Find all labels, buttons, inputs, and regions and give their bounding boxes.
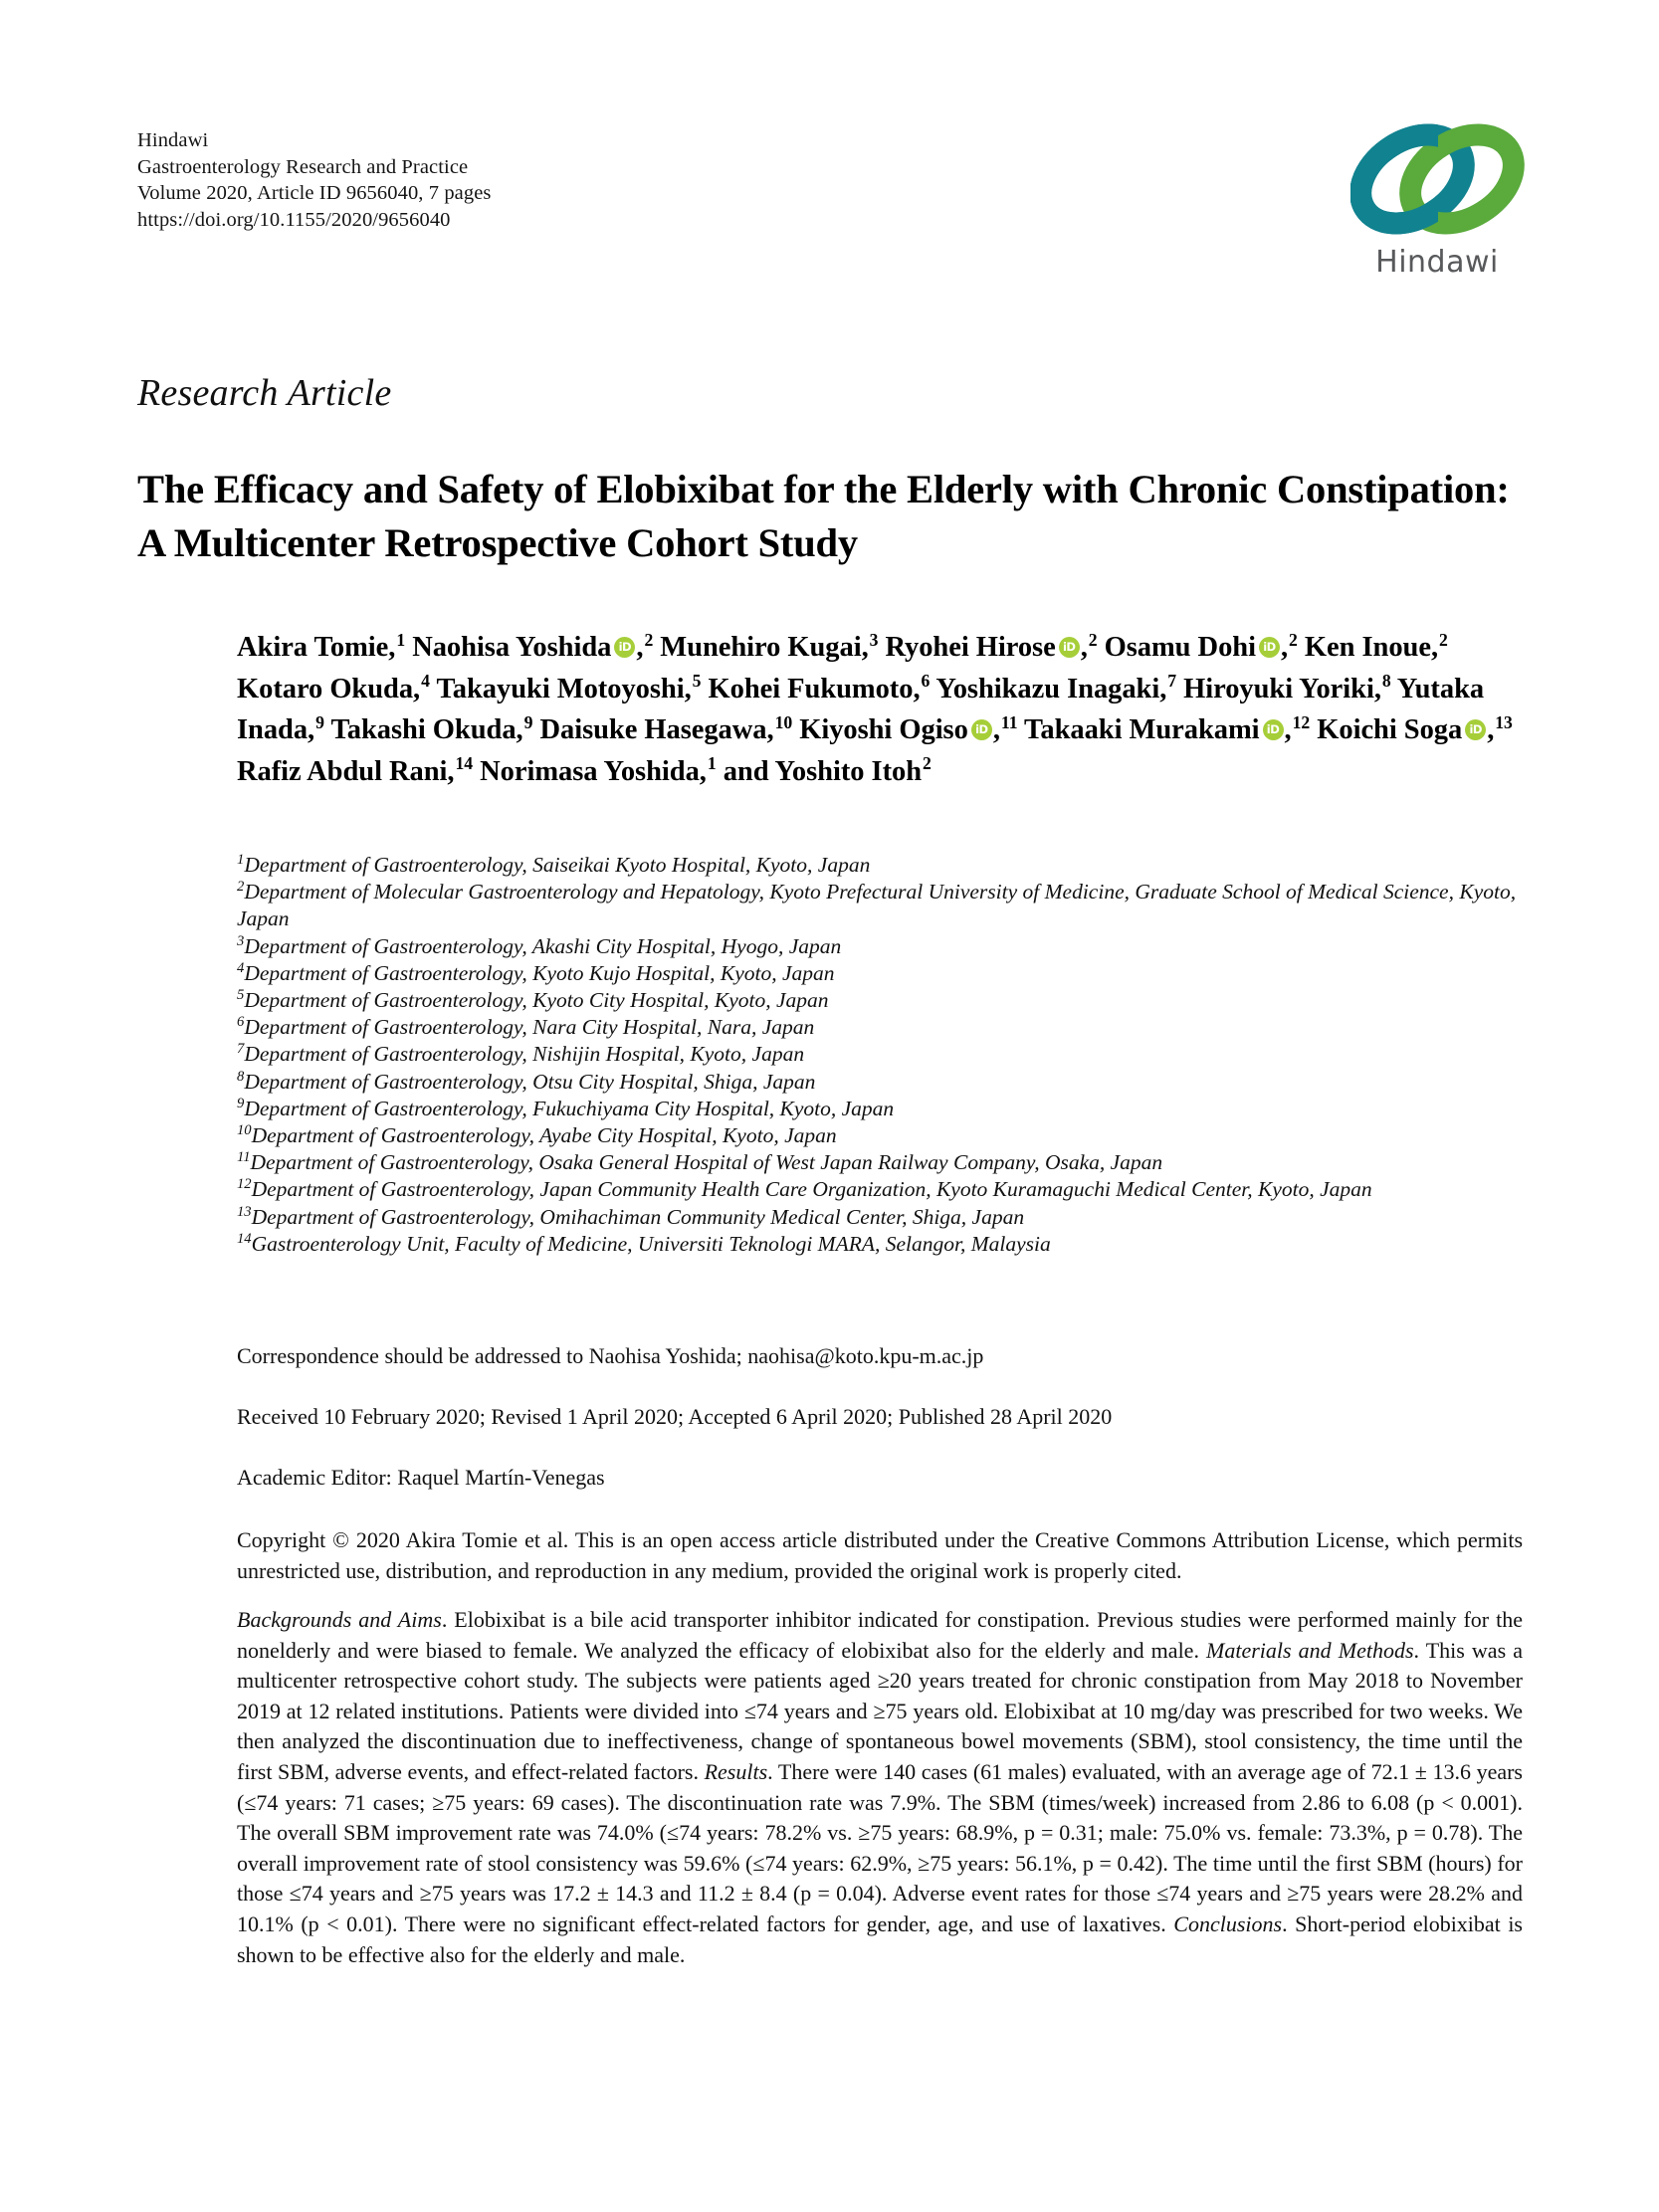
affiliation-item (237, 879, 1531, 932)
affiliation-text: Department of Gastroenterology, Omihachiman Community Medical Center, Shiga, Japan (251, 1204, 1025, 1229)
abstract-section-heading: Backgrounds and Aims (237, 1607, 442, 1632)
journal-name: Gastroenterology Research and Practice (137, 155, 469, 178)
author-affiliation-marker: 6 (921, 671, 931, 691)
author-name: Kiyoshi Ogiso (799, 714, 968, 745)
abstract-section-heading: Conclusions (1173, 1910, 1283, 1936)
affiliation-item (237, 987, 1531, 1014)
article-type-label: Research Article (137, 372, 392, 414)
author-name: Kotaro Okuda (237, 673, 414, 704)
author-affiliation-marker: 1 (396, 629, 406, 650)
author-affiliation-marker: 2 (923, 753, 932, 773)
affiliation-item (237, 1096, 1531, 1122)
affiliation-item (237, 1149, 1531, 1176)
author-name: Yutaka Inada (237, 673, 1485, 745)
orcid-id-icon[interactable] (1263, 719, 1284, 740)
publication-dates-line: Received 10 February 2020; Revised 1 April 2020; Accepted 6 April 2020; Published 28 April 2020 (237, 1404, 1113, 1429)
hindawi-rings-icon (1350, 117, 1525, 242)
author-affiliation-marker: 14 (455, 753, 474, 773)
author-name: Takaaki Murakami (1024, 714, 1260, 745)
affiliation-item (237, 1204, 1531, 1231)
affiliation-text: Department of Gastroenterology, Ayabe City Hospital, Kyoto, Japan (251, 1123, 837, 1148)
author-name: Kohei Fukumoto (708, 673, 914, 704)
author-name: Takayuki Motoyoshi (436, 673, 685, 704)
affiliation-marker: 13 (237, 1203, 252, 1220)
hindawi-logo (1343, 117, 1532, 287)
abstract-section-body: . There were 140 cases (61 males) evaluated, with an average age of 72.1 ± 13.6 years (≤74 years: 71 cases; ≥75 years: 69 cases). The discontinuation rate was 7.9%. The SBM (times/week) increased from 2.86 to 6.08 (p < 0.001). The overall SBM improvement rate was 74.0% (≤74 years: 78.2% vs. ≥75 years: 68.9%, p = 0.31; male: 75.0% vs. female: 73.3%, p = 0.78). The overall improvement rate of stool consistency was 59.6% (≤74 years: 62.9%, ≥75 years: 56.1%, p = 0.42). The time until the first SBM (hours) for those ≤74 years and ≥75 years was 17.2 ± 14.3 and 11.2 ± 8.4 (p = 0.04). Adverse event rates for those ≤74 years and ≥75 years were 28.2% and 10.1% (p < 0.01). There were no significant effect-related factors for gender, age, and use of laxatives. (237, 1758, 1523, 1936)
author-affiliation-marker: 2 (1088, 629, 1098, 650)
author-name: Takashi Okuda (330, 714, 517, 745)
affiliation-text: Department of Gastroenterology, Akashi City Hospital, Hyogo, Japan (244, 933, 842, 958)
author-name: Akira Tomie (237, 632, 389, 663)
abstract-section-heading: Results (704, 1758, 768, 1784)
author-name: Ken Inoue (1304, 632, 1431, 663)
author-name: Rafiz Abdul Rani (237, 755, 448, 787)
hindawi-wordmark: Hindawi (1375, 245, 1499, 280)
affiliation-marker: 8 (237, 1068, 245, 1085)
affiliation-marker: 10 (237, 1121, 252, 1138)
page-title: The Efficacy and Safety of Elobixibat for the Elderly with Chronic Constipation: A Multicenter Retrospective Cohort Study (137, 467, 1510, 566)
author-affiliation-marker: 13 (1495, 711, 1513, 732)
author-name: Naohisa Yoshida (412, 632, 612, 663)
affiliation-item (237, 1122, 1531, 1149)
affiliation-marker: 11 (237, 1149, 251, 1166)
affiliation-marker: 4 (237, 959, 245, 976)
affiliation-text: Department of Gastroenterology, Osaka General Hospital of West Japan Railway Company, Osaka, Japan (250, 1150, 1163, 1175)
affiliation-text: Department of Gastroenterology, Japan Community Health Care Organization, Kyoto Kuramaguchi Medical Center, Kyoto, Japan (251, 1177, 1372, 1202)
author-list: Akira Tomie,$^1$ Naohisa Yoshida iD ,$^2$ Munehiro Kugai,$^3$ Ryohei Hirose iD ,$^2$ Osamu Dohi iD ,$^2$ Ken Inoue,$^2$ Kotaro Okuda,$^4$ Takayuki Motoyoshi,$^5$ Kohei Fukumoto,$^6$ Yoshikazu Inagaki,$^7$ Hiroyuki Yoriki,$^8$ Yutaka Inada,$^9$ Takashi Okuda,$^9$ Daisuke Hasegawa,$^{10}$ Kiyoshi Ogiso iD ,$^{11}$ Takaaki Murakami iD ,$^{12}$ Koichi Soga iD ,$^{13}$ Rafiz Abdul Rani,$^{14}$ Norimasa Yoshida,$^1$ and Yoshito Itoh$^2$ (237, 627, 1521, 792)
author-name: Osamu Dohi (1104, 632, 1256, 663)
orcid-id-icon[interactable] (971, 719, 992, 740)
affiliation-text: Department of Molecular Gastroenterology and Hepatology, Kyoto Prefectural University of Medicine, Graduate School of Medical Science, Kyoto, Japan (237, 880, 1517, 931)
author-affiliation-marker: 1 (707, 753, 717, 773)
author-affiliation-marker: 9 (315, 711, 324, 732)
author-name: Munehiro Kugai (660, 632, 862, 663)
affiliation-item (237, 933, 1531, 960)
affiliation-text: Department of Gastroenterology, Nishijin Hospital, Kyoto, Japan (244, 1042, 805, 1067)
abstract-section-body: . This was a multicenter retrospective cohort study. The subjects were patients aged ≥20 years treated for chronic constipation from May 2018 to November 2019 at 12 related institutions. Patients were divided into ≤74 years and ≥75 years old. Elobixibat at 10 mg/day was prescribed for two weeks. We then analyzed the discontinuation due to ineffectiveness, change of spontaneous bowel movements (SBM), stool consistency, the time until the first SBM, adverse events, and effect-related factors. (237, 1637, 1523, 1784)
affiliation-marker: 1 (237, 851, 245, 868)
abstract-section-body: . Short-period elobixibat is shown to be effective also for the elderly and male. (237, 1910, 1523, 1967)
author-affiliation-marker: 7 (1167, 671, 1177, 691)
abstract-section-heading: Materials and Methods (1206, 1637, 1414, 1663)
affiliation-item (237, 852, 1531, 879)
volume-article-line: Volume 2020, Article ID 9656040, 7 pages (137, 182, 492, 204)
affiliation-text: Department of Gastroenterology, Otsu City Hospital, Shiga, Japan (244, 1069, 816, 1094)
affiliation-marker: 2 (237, 879, 245, 896)
affiliation-marker: 14 (237, 1230, 252, 1247)
author-name: and Yoshito Itoh (723, 755, 923, 787)
affiliation-item (237, 1069, 1531, 1096)
affiliation-marker: 3 (237, 932, 245, 949)
affiliation-marker: 9 (237, 1095, 245, 1111)
affiliation-item (237, 1014, 1531, 1041)
affiliation-text: Gastroenterology Unit, Faculty of Medicine, Universiti Teknologi MARA, Selangor, Malaysia (251, 1231, 1051, 1256)
affiliation-item (237, 1231, 1531, 1258)
author-name: Yoshikazu Inagaki (935, 673, 1160, 704)
author-affiliation-marker: 5 (692, 671, 702, 691)
affiliation-marker: 12 (237, 1176, 252, 1193)
correspondence-line: Correspondence should be addressed to Naohisa Yoshida; naohisa@koto.kpu-m.ac.jp (237, 1343, 984, 1368)
author-affiliation-marker: 9 (523, 711, 533, 732)
affiliation-list (237, 852, 1531, 1258)
abstract-text (237, 1605, 1523, 1970)
author-affiliation-marker: 2 (1289, 629, 1298, 650)
journal-masthead (137, 127, 834, 233)
affiliation-text: Department of Gastroenterology, Nara City Hospital, Nara, Japan (244, 1015, 815, 1040)
author-name: Hiroyuki Yoriki (1183, 673, 1374, 704)
author-affiliation-marker: 11 (1000, 711, 1018, 732)
copyright-notice: Copyright © 2020 Akira Tomie et al. This is an open access article distributed under the Creative Commons Attribution License, which permits unrestricted use, distribution, and reproduction in any medium, provided the original work is properly cited. (237, 1527, 1523, 1583)
affiliation-text: Department of Gastroenterology, Fukuchiyama City Hospital, Kyoto, Japan (244, 1096, 895, 1120)
orcid-id-icon[interactable] (1465, 719, 1486, 740)
author-name: Daisuke Hasegawa (539, 714, 767, 745)
author-affiliation-marker: 10 (774, 711, 793, 732)
academic-editor-line: Academic Editor: Raquel Martín-Venegas (237, 1465, 605, 1490)
affiliation-item (237, 1041, 1531, 1068)
affiliation-marker: 7 (237, 1041, 245, 1058)
author-name: Ryohei Hirose (885, 632, 1056, 663)
orcid-id-icon[interactable] (1059, 637, 1080, 658)
orcid-id-icon[interactable] (614, 637, 635, 658)
author-affiliation-marker: 2 (644, 629, 654, 650)
affiliation-marker: 5 (237, 986, 245, 1003)
orcid-id-icon[interactable] (1259, 637, 1280, 658)
affiliation-text: Department of Gastroenterology, Saiseikai Kyoto Hospital, Kyoto, Japan (244, 853, 871, 877)
affiliation-marker: 6 (237, 1014, 245, 1031)
author-affiliation-marker: 2 (1439, 629, 1448, 650)
author-affiliation-marker: 4 (421, 671, 430, 691)
affiliation-item (237, 960, 1531, 987)
author-name: Koichi Soga (1317, 714, 1463, 745)
affiliation-text: Department of Gastroenterology, Kyoto Kujo Hospital, Kyoto, Japan (244, 960, 835, 985)
author-affiliation-marker: 3 (869, 629, 879, 650)
author-affiliation-marker: 8 (1381, 671, 1391, 691)
doi-link[interactable]: https://doi.org/10.1155/2020/9656040 (137, 208, 451, 231)
publisher-name: Hindawi (137, 129, 209, 151)
author-affiliation-marker: 12 (1292, 711, 1311, 732)
affiliation-item (237, 1176, 1531, 1203)
author-name: Norimasa Yoshida (480, 755, 700, 787)
affiliation-text: Department of Gastroenterology, Kyoto City Hospital, Kyoto, Japan (244, 988, 829, 1013)
abstract-section-body: . Elobixibat is a bile acid transporter inhibitor indicated for constipation. Previous studies were performed mainly for the nonelderly and were biased to female. We analyzed the efficacy of elobixibat also for the elderly and male. (237, 1607, 1523, 1663)
